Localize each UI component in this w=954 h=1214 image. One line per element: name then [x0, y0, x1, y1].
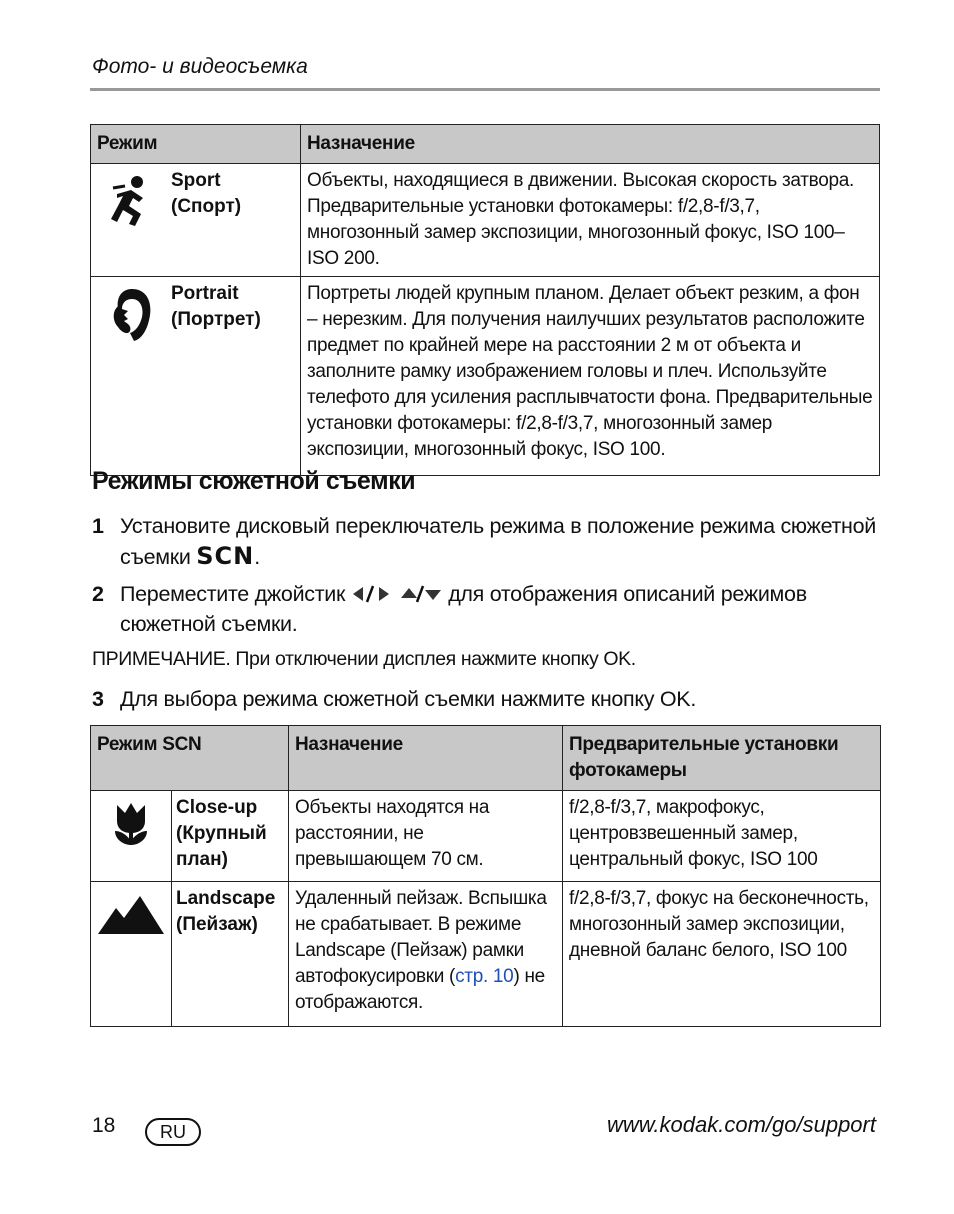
purpose-cell: Объекты, находящиеся в движении. Высокая скорость затвора. Предварительные установки фотокамеры: f/2,8-f/3,7, многозонный замер экспозиции, многозонный фокус, ISO 100–ISO 200. [301, 164, 880, 277]
landscape-mountain-icon [91, 882, 171, 934]
mode-name-cell: Landscape (Пейзаж) [172, 882, 289, 1027]
step-3 [92, 684, 892, 714]
table-row [91, 791, 881, 882]
table-row [91, 164, 880, 277]
step-text: Переместите джойстик [120, 582, 346, 606]
purpose-cell: Объекты находятся на расстоянии, не превышающем 70 см. [289, 791, 563, 882]
joystick-up-down-icon [397, 584, 443, 604]
step-number: 2 [92, 582, 104, 606]
purpose-cell: Портреты людей крупным планом. Делает объект резким, а фон – нерезким. Для получения наилучших результатов расположите предмет по крайней мере на расстоянии 2 м от объекта и заполните рамку изображением головы и плеч. Используйте телефото для усиления расплывчатости фона. Предварительные установки фотокамеры: f/2,8-f/3,7, многозонный замер экспозиции, многозонный фокус, ISO 100. [301, 277, 880, 476]
purpose-cell [289, 882, 563, 1027]
section-heading: Режимы сюжетной съемки [92, 467, 416, 495]
step-text: для отображения описаний режимов сюжетной съемки. [120, 582, 807, 636]
step-number: 3 [92, 687, 104, 711]
col-purpose-header: Назначение [289, 726, 563, 791]
table-header-row [91, 125, 880, 164]
support-url[interactable]: www.kodak.com/go/support [606, 1112, 876, 1137]
step-2 [92, 579, 892, 641]
col-mode-header: Режим SCN [91, 726, 289, 791]
mode-name-en: Portrait [171, 283, 239, 304]
settings-cell: f/2,8-f/3,7, макрофокус, центровзвешенный замер, центральный фокус, ISO 100 [563, 791, 881, 882]
table-row [91, 882, 881, 1027]
table-row [91, 277, 880, 476]
portrait-icon [91, 277, 171, 343]
sport-icon [91, 164, 171, 228]
col-purpose-header: Назначение [301, 125, 880, 164]
table-header-row [91, 726, 881, 791]
step-text: Для выбора режима сюжетной съемки нажмите кнопку OK. [120, 687, 696, 711]
mode-name-ru: (Портрет) [171, 309, 261, 330]
mode-name-en: Sport [171, 170, 221, 191]
scn-symbol: SCN [196, 542, 255, 570]
note: ПРИМЕЧАНИЕ. При отключении дисплея нажмите кнопку OK. [92, 648, 636, 670]
step-1 [92, 511, 892, 573]
settings-cell: f/2,8-f/3,7, фокус на бесконечность, многозонный замер экспозиции, дневной баланс белого, ISO 100 [563, 882, 881, 1027]
step-number: 1 [92, 514, 104, 538]
mode-cell [91, 277, 301, 476]
language-badge: RU [145, 1118, 201, 1146]
step-punct: . [254, 545, 260, 569]
purpose-text: Удаленный пейзаж. Вспышка не срабатывает. В режиме Landscape (Пейзаж) рамки автофокусировки ( [295, 888, 547, 987]
closeup-flower-icon [91, 791, 171, 845]
page-number: 18 [92, 1114, 116, 1137]
step-text: Установите дисковый переключатель режима в положение режима сюжетной съемки [120, 514, 876, 569]
scene-modes-table [90, 725, 881, 1027]
col-settings-header: Предварительные установки фотокамеры [563, 726, 881, 791]
section-title: Фото- и видеосъемка [92, 55, 308, 78]
joystick-left-right-icon [351, 584, 391, 604]
icon-cell [91, 791, 172, 882]
mode-name-ru: (Спорт) [171, 196, 242, 217]
col-mode-header: Режим [91, 125, 301, 164]
purpose-text: ) не отображаются. [295, 966, 545, 1013]
header-rule [90, 88, 880, 91]
mode-name-cell: Close-up (Крупный план) [172, 791, 289, 882]
modes-table [90, 124, 880, 476]
mode-cell [91, 164, 301, 277]
icon-cell [91, 882, 172, 1027]
page-link[interactable]: стр. 10 [455, 966, 514, 987]
